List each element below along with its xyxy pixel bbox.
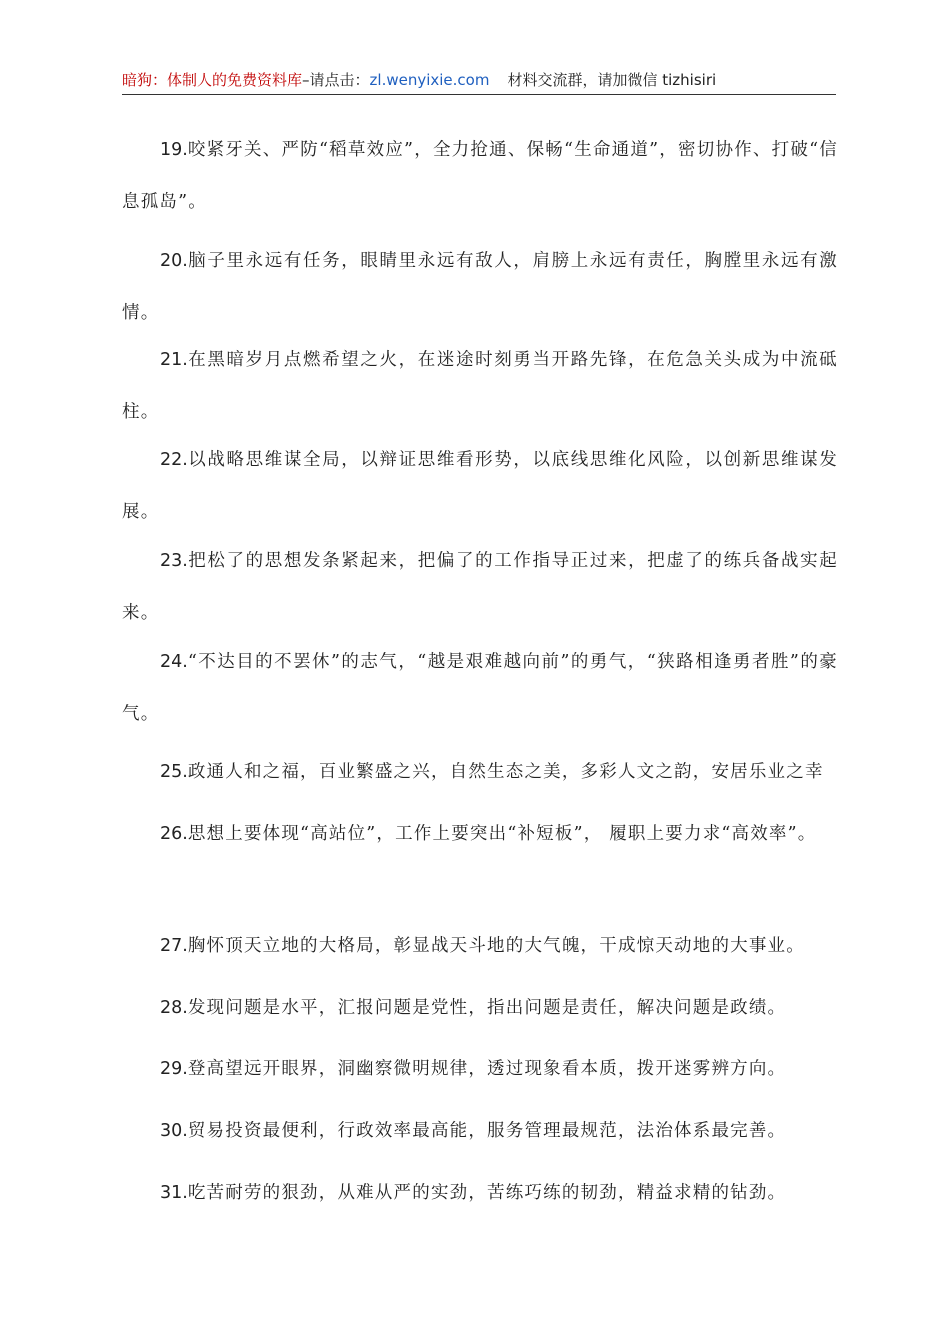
header-url-link[interactable]: zl.wenyixie.com xyxy=(369,71,490,89)
list-item: 24.“不达目的不罢休”的志气，“越是艰难越向前”的勇气，“狭路相逢勇者胜”的豪气。 xyxy=(122,652,838,724)
list-item: 28.发现问题是水平，汇报问题是党性，指出问题是责任，解决问题是政绩。 xyxy=(160,998,787,1018)
list-item: 21.在黑暗岁月点燃希望之火，在迷途时刻勇当开路先锋，在危急关头成为中流砥柱。 xyxy=(122,350,838,422)
header-group-note: 材料交流群，请加微信 tizhisiri xyxy=(507,71,717,89)
list-item: 26.思想上要体现“高站位”，工作上要突出“补短板”， 履职上要力求“高效率”。 xyxy=(160,824,817,844)
list-item: 31.吃苦耐劳的狠劲，从难从严的实劲，苦练巧练的韧劲，精益求精的钻劲。 xyxy=(160,1183,787,1203)
list-item: 30.贸易投资最便利，行政效率最高能，服务管理最规范，法治体系最完善。 xyxy=(160,1121,787,1141)
list-item: 27.胸怀顶天立地的大格局，彰显战天斗地的大气魄，干成惊天动地的大事业。 xyxy=(160,936,805,956)
list-item: 20.脑子里永远有任务，眼睛里永远有敌人，肩膀上永远有责任，胸膛里永远有激情。 xyxy=(122,251,838,323)
list-item: 22.以战略思维谋全局，以辩证思维看形势，以底线思维化风险，以创新思维谋发展。 xyxy=(122,450,838,522)
list-item: 25.政通人和之福，百业繁盛之兴，自然生态之美，多彩人文之韵，安居乐业之幸 xyxy=(160,762,824,782)
list-item: 23.把松了的思想发条紧起来，把偏了的工作指导正过来，把虚了的练兵备战实起来。 xyxy=(122,551,838,623)
header-brand: 暗狗：体制人的免费资料库 xyxy=(122,71,303,89)
page-header xyxy=(122,68,836,95)
list-item: 29.登高望远开眼界，洞幽察微明规律，透过现象看本质，拨开迷雾辨方向。 xyxy=(160,1059,787,1079)
header-prompt: –请点击： xyxy=(302,71,370,89)
list-item: 19.咬紧牙关、严防“稻草效应”，全力抢通、保畅“生命通道”，密切协作、打破“信息孤岛”。 xyxy=(122,140,838,212)
